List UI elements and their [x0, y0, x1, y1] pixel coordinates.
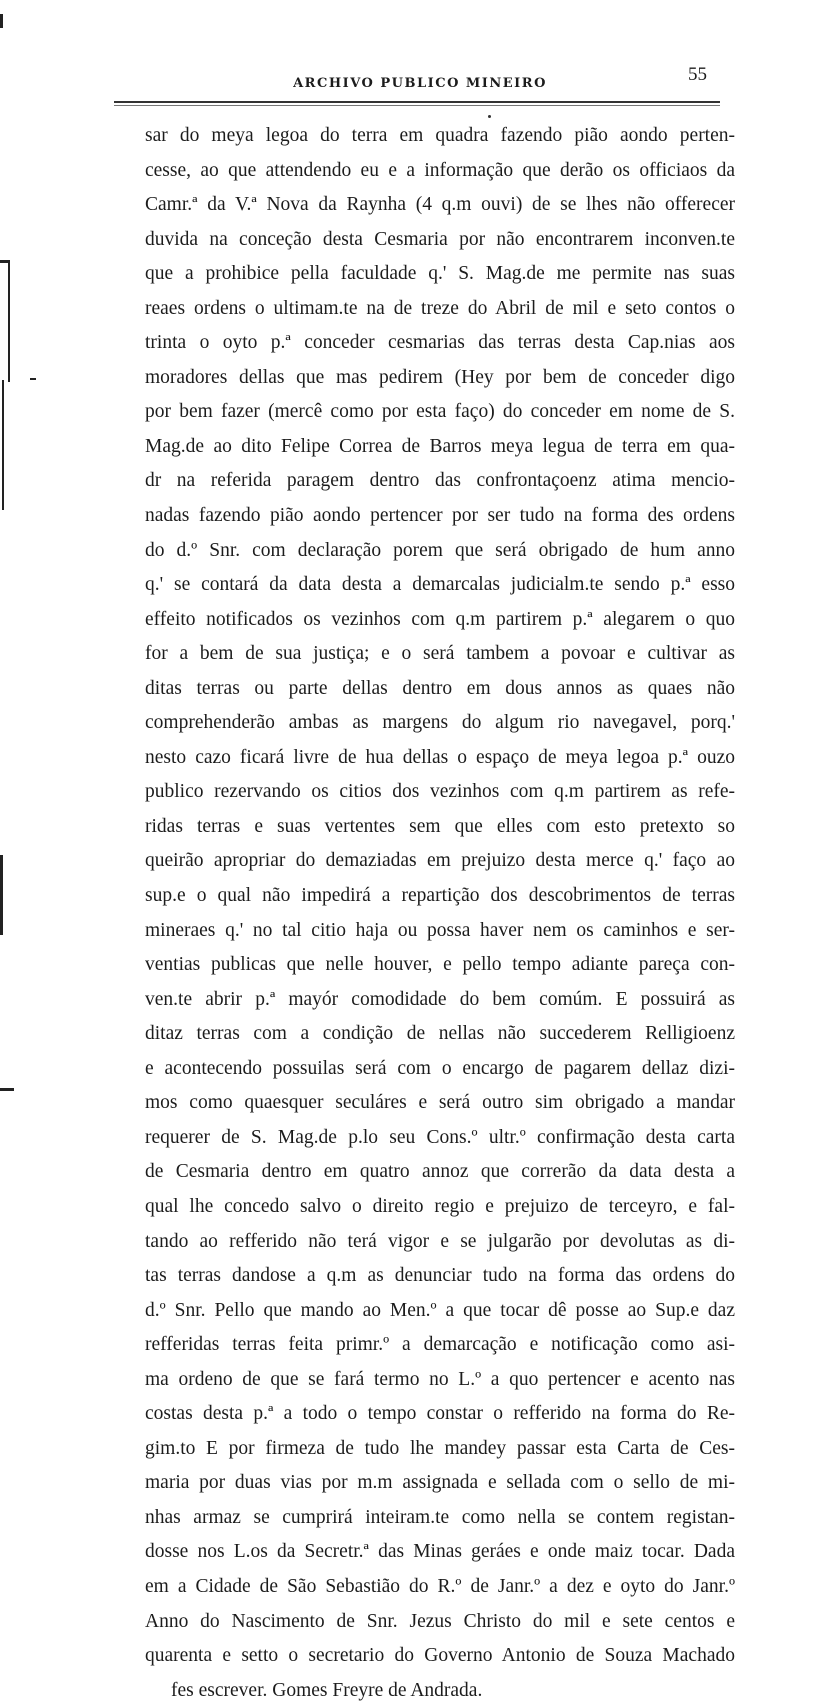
- document-body: [145, 119, 735, 1708]
- scan-edge-mark: [0, 1088, 14, 1091]
- scan-edge-mark: [2, 380, 4, 510]
- text-line: tas terras dandose a q.m as denunciar tudo na forma das ordens do: [145, 1265, 735, 1287]
- text-line: mos como quaesquer seculáres e será outro sim obrigado a mandar: [145, 1092, 735, 1114]
- page-number: 55: [688, 64, 707, 85]
- text-line: nhas armaz se cumprirá inteiram.te como nella se contem registan-: [145, 1506, 735, 1528]
- text-line: nesto cazo ficará livre de hua dellas o espaço de meya legoa p.ª ouzo: [145, 746, 735, 768]
- text-line: moradores dellas que mas pedirem (Hey por bem de conceder digo: [145, 366, 735, 388]
- text-line: ditas terras ou parte dellas dentro em dous annos as quaes não: [145, 677, 735, 699]
- text-line: que a prohibice pella faculdade q.' S. Mag.de me permite nas suas: [145, 263, 735, 285]
- text-line: maria por duas vias por m.m assignada e sellada com o sello de mi-: [145, 1472, 735, 1494]
- text-line: Mag.de ao dito Felipe Correa de Barros meya legua de terra em qua-: [145, 435, 735, 457]
- text-line: dr na referida paragem dentro das confrontaçoenz atima mencio-: [145, 470, 735, 492]
- text-line: dosse nos L.os da Secretr.ª das Minas geráes e onde maiz tocar. Dada: [145, 1541, 735, 1563]
- running-header: ARCHIVO PUBLICO MINEIRO: [293, 76, 547, 91]
- text-line: qual lhe concedo salvo o direito regio e prejuizo de terceyro, e fal-: [145, 1195, 735, 1217]
- text-line: duvida na conceção desta Cesmaria por não encontrarem inconven.te: [145, 228, 735, 250]
- text-line: cesse, ao que attendendo eu e a informação que derão os officiaos da: [145, 159, 735, 181]
- text-line: queirão apropriar do demaziadas em prejuizo desta merce q.' faço ao: [145, 850, 735, 872]
- text-line: costas desta p.ª a todo o tempo constar o refferido na forma do Re-: [145, 1403, 735, 1425]
- scan-edge-mark: [8, 262, 10, 382]
- text-line: e acontecendo possuilas será com o encargo de pagarem dellaz dizi-: [145, 1057, 735, 1079]
- text-line: publico rezervando os citios dos vezinhos com q.m partirem as refe-: [145, 781, 735, 803]
- text-line: por bem fazer (mercê como por esta faço) do conceder em nome de S.: [145, 401, 735, 423]
- text-line: ventias publicas que nelle houver, e pello tempo adiante pareça con-: [145, 954, 735, 976]
- text-line: fes escrever. Gomes Freyre de Andrada.: [171, 1679, 483, 1701]
- text-line: d.º Snr. Pello que mando ao Men.º a que tocar dê posse ao Sup.e daz: [145, 1299, 735, 1321]
- text-line: sar do meya legoa do terra em quadra fazendo pião aondo perten-: [145, 125, 735, 146]
- scan-edge-mark: [30, 378, 36, 380]
- text-line: mineraes q.' no tal citio haja ou possa haver nem os caminhos e ser-: [145, 919, 735, 941]
- text-line: de Cesmaria dentro em quatro annoz que correrão da data desta a: [145, 1161, 735, 1183]
- text-line: for a bem de sua justiça; e o será tambem a povoar e cultivar as: [145, 643, 735, 665]
- text-line: refferidas terras feita primr.º a demarcação e notificação como asi-: [145, 1334, 735, 1356]
- text-line: ridas terras e suas vertentes sem que elles com esto pretexto so: [145, 815, 735, 837]
- scan-edge-mark: [0, 855, 3, 935]
- header-rule: [114, 101, 720, 103]
- text-line: comprehenderão ambas as margens do algum rio navegavel, porq.': [145, 712, 735, 734]
- text-line: sup.e o qual não impedirá a repartição dos descobrimentos de terras: [145, 885, 735, 907]
- header-dot: [488, 115, 491, 118]
- text-line: tando ao refferido não terá vigor e se julgarão por devolutas as di-: [145, 1230, 735, 1252]
- header-rule-thin: [114, 105, 720, 106]
- text-line: trinta o oyto p.ª conceder cesmarias das terras desta Cap.nias aos: [145, 332, 735, 354]
- text-line: q.' se contará da data desta a demarcalas judicialm.te sendo p.ª esso: [145, 574, 735, 596]
- scan-edge-mark: [0, 14, 3, 28]
- text-line: do d.º Snr. com declaração porem que será obrigado de hum anno: [145, 539, 735, 561]
- text-line: reaes ordens o ultimam.te na de treze do Abril de mil e seto contos o: [145, 297, 735, 319]
- text-line: Anno do Nascimento de Snr. Jezus Christo do mil e sete centos e: [145, 1610, 735, 1632]
- text-line: quarenta e setto o secretario do Governo Antonio de Souza Machado: [145, 1645, 735, 1667]
- text-line: gim.to E por firmeza de tudo lhe mandey passar esta Carta de Ces-: [145, 1437, 735, 1459]
- text-line: effeito notificados os vezinhos com q.m partirem p.ª alegarem o quo: [145, 608, 735, 630]
- text-line: ven.te abrir p.ª mayór comodidade do bem comúm. E possuirá as: [145, 988, 735, 1010]
- text-line: ma ordeno de que se fará termo no L.º a quo pertencer e acento nas: [145, 1368, 735, 1390]
- text-line: Camr.ª da V.ª Nova da Raynha (4 q.m ouvi) de se lhes não offerecer: [145, 194, 735, 216]
- text-line: nadas fazendo pião aondo pertencer por ser tudo na forma des ordens: [145, 505, 735, 527]
- text-line: ditaz terras com a condição de nellas não succederem Relligioenz: [145, 1023, 735, 1045]
- text-line: em a Cidade de São Sebastião do R.º de Janr.º a dez e oyto do Janr.º: [145, 1575, 735, 1597]
- text-line: requerer de S. Mag.de p.lo seu Cons.º ultr.º confirmação desta carta: [145, 1126, 735, 1148]
